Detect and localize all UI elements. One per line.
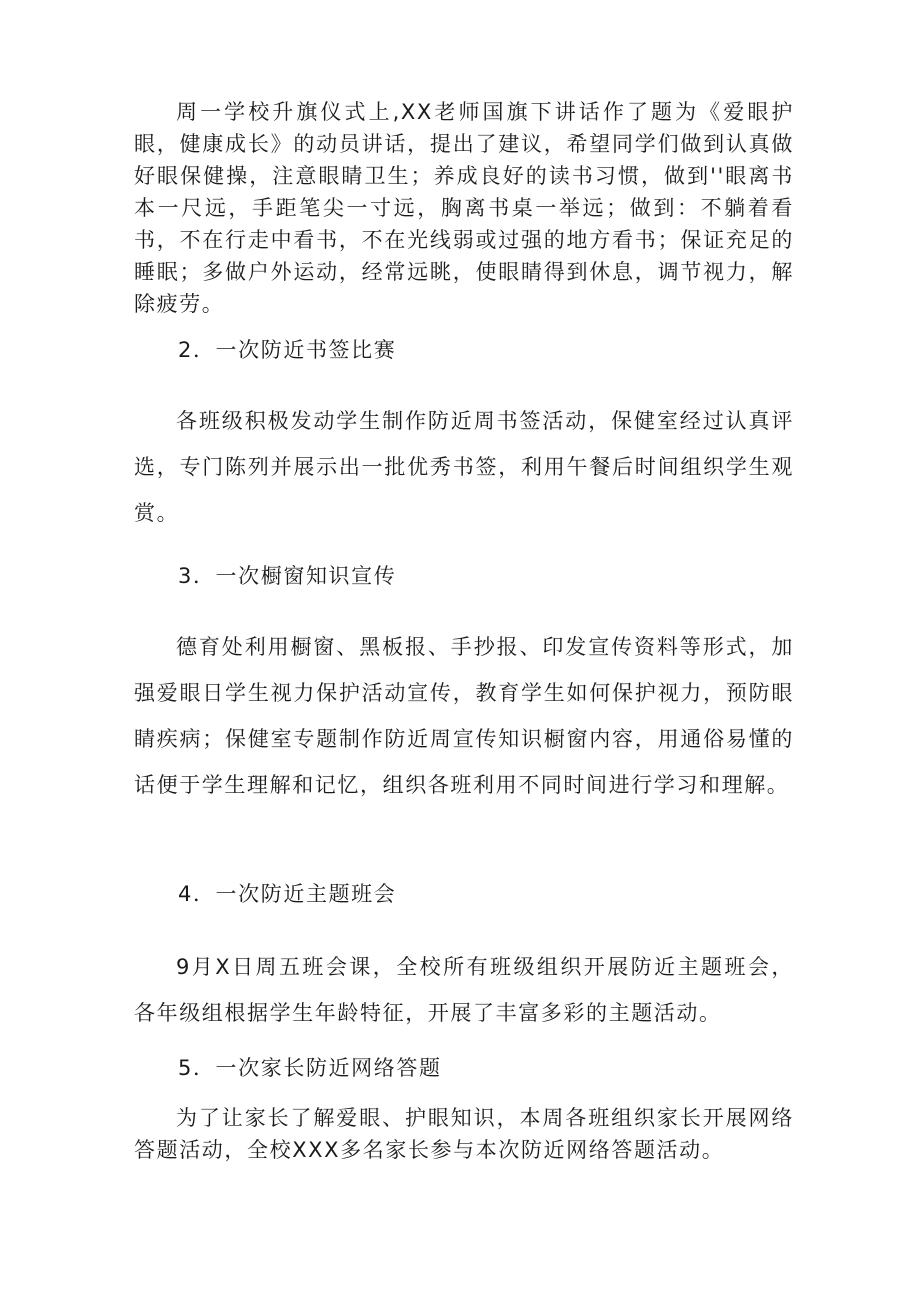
paragraph-window-display: 德育处利用橱窗、黑板报、手抄报、印发宣传资料等形式，加强爱眼日学生视力保护活动宣传，教育学生如何保护视力，预防眼睛疾病；保健室专题制作防近周宣传知识橱窗内容，用通俗易懂的话便于学生理解和记忆，组织各班利用不同时间进行学习和理解。 <box>134 635 794 797</box>
heading-parent-quiz: 5．一次家长防近网络答题 <box>178 1056 442 1080</box>
paragraph-class-meeting: 9月X日周五班会课，全校所有班级组织开展防近主题班会，各年级组根据学生年龄特征，开展了丰富多彩的主题活动。 <box>134 955 794 1025</box>
paragraph-parent-quiz: 为了让家长了解爱眼、护眼知识，本周各班组织家长开展网络答题活动，全校XXX多名家长参与本次防近网络答题活动。 <box>134 1106 794 1162</box>
paragraph-bookmark-contest: 各班级积极发动学生制作防近周书签活动，保健室经过认真评选，专门陈列并展示出一批优秀书签，利用午餐后时间组织学生观赏。 <box>134 409 794 525</box>
heading-bookmark-contest: 2．一次防近书签比赛 <box>178 338 397 362</box>
heading-class-meeting: 4．一次防近主题班会 <box>178 882 397 906</box>
heading-window-display: 3．一次橱窗知识宣传 <box>178 564 397 588</box>
paragraph-flag-ceremony: 周一学校升旗仪式上,XX老师国旗下讲话作了题为《爱眼护眼，健康成长》的动员讲话，提出了建议，希望同学们做到认真做好眼保健操，注意眼睛卫生；养成良好的读书习惯，做到''眼离书本一尺远，手距笔尖一寸远，胸离书桌一举远；做到：不躺着看书，不在行走中看书，不在光线弱或过强的地方看书；保证充足的睡眠；多做户外运动，经常远眺，使眼睛得到休息，调节视力，解除疲劳。 <box>134 100 794 316</box>
